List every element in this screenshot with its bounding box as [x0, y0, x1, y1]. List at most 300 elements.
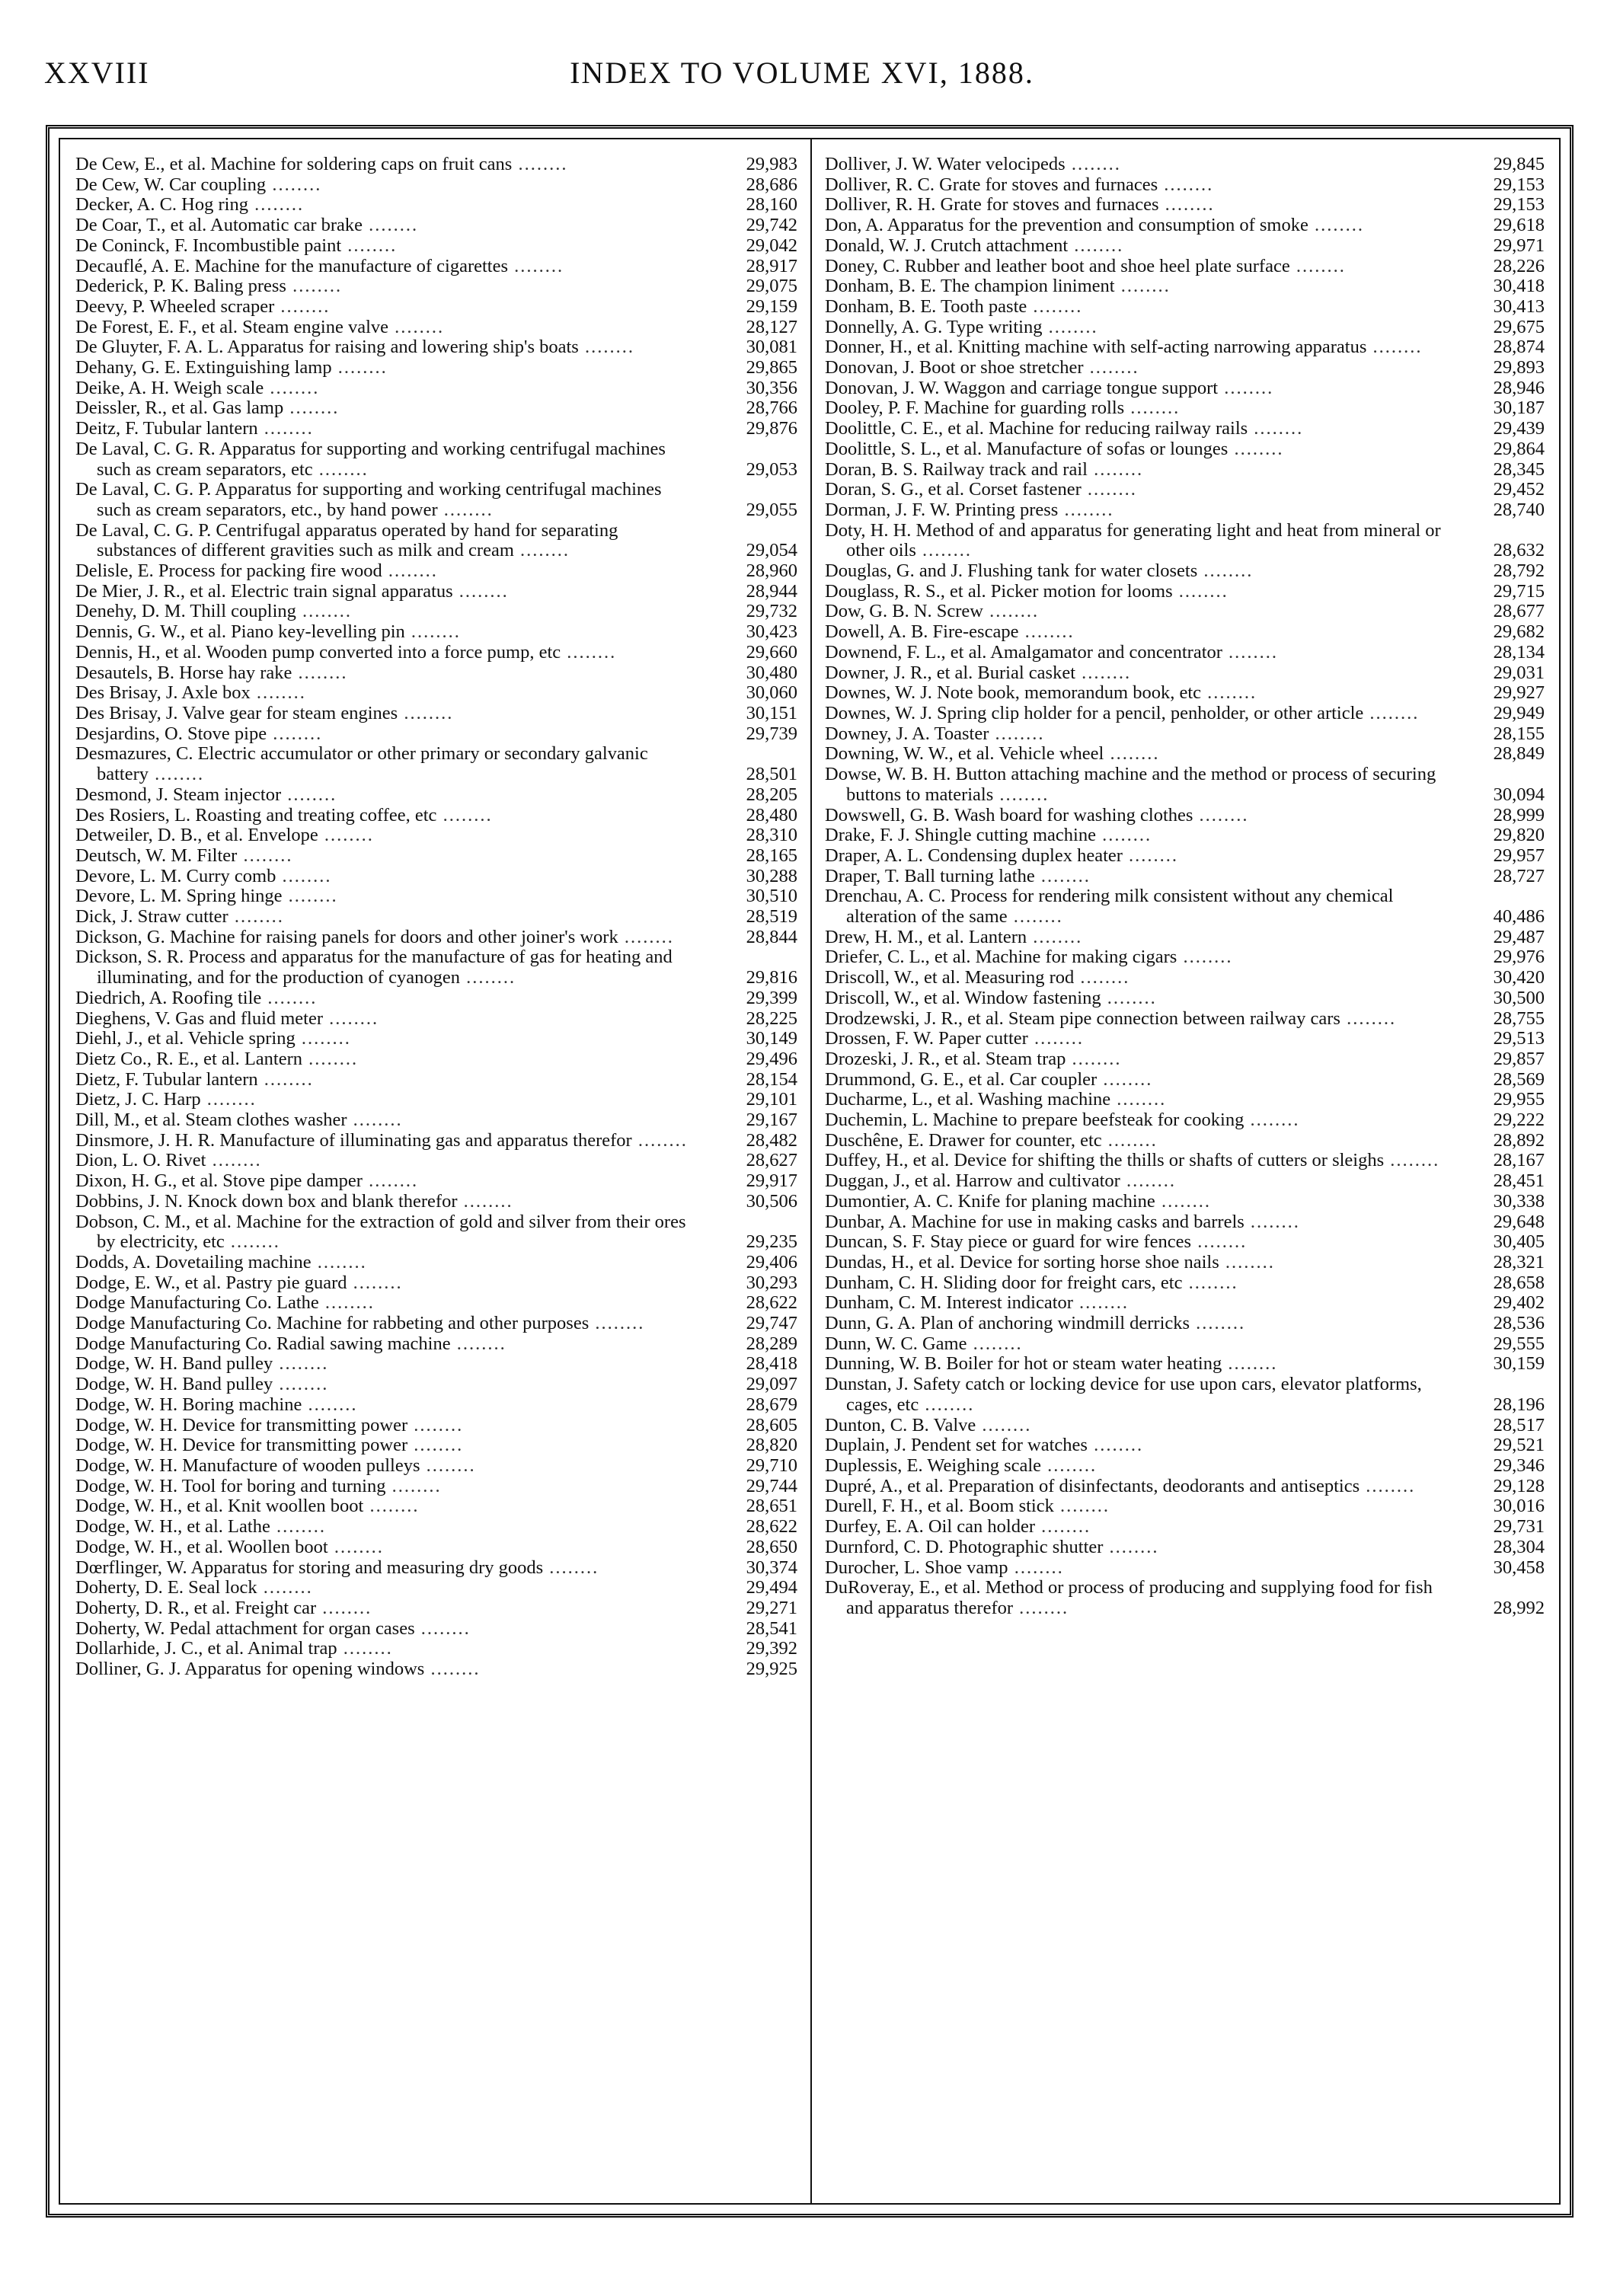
patent-number: 30,149 — [746, 1028, 797, 1049]
patent-number: 28,992 — [1493, 1597, 1545, 1618]
index-entry — [75, 521, 797, 561]
patent-number: 28,289 — [746, 1333, 797, 1354]
index-entry — [825, 439, 1545, 460]
patent-number: 28,917 — [746, 255, 797, 276]
patent-number: 30,016 — [1493, 1496, 1545, 1517]
dot-leader: ........ — [363, 1496, 420, 1517]
index-entry — [75, 867, 797, 887]
patent-number: 29,153 — [1493, 194, 1545, 216]
patent-number: 28,154 — [746, 1068, 797, 1090]
entry-text: Dumontier, A. C. Knife for planing machine — [825, 1190, 1155, 1212]
dot-leader: ........ — [1190, 1313, 1246, 1334]
entry-text: Douglas, G. and J. Flushing tank for water closets — [825, 560, 1198, 582]
dot-leader: ........ — [337, 1638, 393, 1659]
patent-number: 29,055 — [746, 499, 797, 520]
patent-number: 30,480 — [746, 662, 797, 683]
patent-number: 28,304 — [1493, 1536, 1545, 1557]
dot-leader: ........ — [967, 1333, 1023, 1354]
entry-text: Dooley, P. F. Machine for guarding rolls — [825, 398, 1125, 419]
dot-leader: ........ — [1058, 499, 1114, 520]
entry-text: Dederick, P. K. Baling press — [75, 276, 286, 297]
index-entry — [825, 236, 1545, 257]
entry-text: Dunstan, J. Safety catch or locking device for use upon cars, elevator platforms, cages, etc — [825, 1374, 1427, 1415]
entry-text: Dunton, C. B. Valve — [825, 1414, 976, 1435]
entry-text: Deike, A. H. Weigh scale — [75, 377, 264, 398]
patent-number: 29,976 — [1493, 947, 1545, 968]
entry-text: Dow, G. B. N. Screw — [825, 601, 983, 622]
dot-leader: ........ — [1366, 337, 1423, 358]
dot-leader: ........ — [983, 601, 1040, 622]
entry-text: Dietz, F. Tubular lantern — [75, 1068, 258, 1090]
patent-number: 29,042 — [746, 235, 797, 256]
dot-leader: ........ — [363, 215, 419, 236]
patent-number: 28,321 — [1493, 1251, 1545, 1273]
patent-number: 28,727 — [1493, 865, 1545, 886]
entry-text: Duchemin, L. Machine to prepare beefsteak for cooking — [825, 1110, 1245, 1131]
patent-number: 29,742 — [746, 215, 797, 236]
entry-text: Dœrflinger, W. Apparatus for storing and measuring dry goods — [75, 1557, 544, 1578]
index-entry — [75, 561, 797, 582]
patent-number: 28,517 — [1493, 1414, 1545, 1435]
index-entry — [75, 1538, 797, 1558]
entry-text: Dennis, H., et al. Wooden pump converted into a force pump, etc — [75, 641, 561, 663]
entry-text: Doran, B. S. Railway track and rail — [825, 458, 1088, 480]
dot-leader: ........ — [1101, 1129, 1158, 1151]
patent-number: 28,740 — [1493, 499, 1545, 520]
dot-leader: ........ — [1191, 1231, 1248, 1253]
entry-text: Desautels, B. Horse hay rake — [75, 662, 292, 683]
dot-leader: ........ — [993, 784, 1050, 805]
patent-number: 28,480 — [746, 804, 797, 825]
patent-number: 29,513 — [1493, 1028, 1545, 1049]
dot-leader: ........ — [302, 1048, 359, 1069]
dot-leader: ........ — [341, 235, 398, 256]
patent-number: 29,097 — [746, 1374, 797, 1395]
index-entry — [825, 744, 1545, 765]
dot-leader: ........ — [1101, 987, 1157, 1008]
patent-number: 30,418 — [1493, 276, 1545, 297]
index-entry — [825, 195, 1545, 216]
page-number: XXVIII — [44, 56, 150, 90]
patent-number: 30,293 — [746, 1272, 797, 1293]
index-entry — [825, 561, 1545, 582]
entry-text: De Cew, W. Car coupling — [75, 174, 267, 195]
dot-leader: ........ — [407, 1414, 464, 1435]
patent-number: 30,338 — [1493, 1190, 1545, 1212]
dot-leader: ........ — [1027, 295, 1083, 317]
patent-number: 28,944 — [746, 580, 797, 602]
patent-number: 29,555 — [1493, 1333, 1545, 1354]
entry-text: Drenchau, A. C. Process for rendering milk consistent without any chemical alteration of the same — [825, 886, 1398, 928]
dot-leader: ........ — [452, 580, 509, 602]
entry-text: Douglass, R. S., et al. Picker motion for looms — [825, 580, 1173, 602]
page-title: INDEX TO VOLUME XVI, 1888. — [570, 56, 1034, 90]
dot-leader: ........ — [200, 1089, 257, 1110]
dot-leader: ........ — [1218, 377, 1274, 398]
index-entry — [75, 257, 797, 277]
index-entry — [75, 216, 797, 236]
dot-leader: ........ — [273, 1374, 329, 1395]
dot-leader: ........ — [1083, 357, 1139, 378]
entry-text: Driscoll, W., et al. Window fastening — [825, 987, 1101, 1008]
index-entry — [75, 1375, 797, 1395]
patent-number: 29,521 — [1493, 1435, 1545, 1456]
dot-leader: ........ — [1035, 1516, 1091, 1538]
dot-leader: ........ — [1072, 1292, 1130, 1314]
entry-text: Dodge, W. H. Boring machine — [75, 1394, 302, 1415]
dot-leader: ........ — [1155, 1190, 1211, 1212]
patent-number: 29,845 — [1493, 154, 1545, 174]
patent-number: 29,917 — [746, 1170, 797, 1192]
patent-number: 28,127 — [746, 316, 797, 337]
entry-text: Dolliver, J. W. Water velocipeds — [825, 154, 1066, 174]
entry-text: Downer, J. R., et al. Burial casket — [825, 662, 1076, 683]
entry-text: Dunbar, A. Machine for use in making casks and barrels — [825, 1211, 1245, 1232]
index-entry — [825, 276, 1545, 297]
patent-number: 29,925 — [746, 1659, 797, 1680]
patent-number: 29,235 — [746, 1231, 797, 1253]
dot-leader: ........ — [1027, 1028, 1084, 1049]
patent-number: 29,648 — [1493, 1211, 1545, 1232]
index-entry — [75, 1416, 797, 1436]
entry-text: Donnelly, A. G. Type writing — [825, 316, 1043, 337]
patent-number: 28,622 — [746, 1516, 797, 1538]
dot-leader: ........ — [1066, 1048, 1122, 1069]
index-entry — [825, 257, 1545, 277]
entry-text: Dundas, H., et al. Device for sorting horse shoe nails — [825, 1251, 1219, 1273]
index-entry — [75, 155, 797, 175]
dot-leader: ........ — [1124, 398, 1181, 419]
dot-leader: ........ — [328, 1536, 384, 1557]
patent-number: 30,374 — [746, 1557, 797, 1578]
dot-leader: ........ — [318, 1292, 375, 1314]
patent-number: 40,486 — [1493, 906, 1545, 928]
entry-text: Dodge Manufacturing Co. Lathe — [75, 1292, 319, 1314]
entry-text: De Coar, T., et al. Automatic car brake — [75, 215, 363, 236]
patent-number: 29,927 — [1493, 682, 1545, 704]
entry-text: Devore, L. M. Spring hinge — [75, 886, 283, 907]
patent-number: 30,420 — [1493, 967, 1545, 988]
entry-text: Drozeski, J. R., et al. Steam trap — [825, 1048, 1066, 1069]
dot-leader: ........ — [1289, 255, 1346, 276]
patent-number: 29,439 — [1493, 418, 1545, 439]
dot-leader: ........ — [631, 1129, 688, 1151]
patent-number: 29,392 — [746, 1638, 797, 1659]
dot-leader: ........ — [989, 723, 1045, 744]
entry-text: Downing, W. W., et al. Vehicle wheel — [825, 743, 1104, 765]
entry-text: Draper, T. Ball turning lathe — [825, 865, 1035, 886]
dot-leader: ........ — [270, 1516, 326, 1538]
index-entry — [75, 1171, 797, 1192]
index-entry — [825, 765, 1545, 805]
dot-leader: ........ — [976, 1414, 1032, 1435]
index-entry — [825, 1334, 1545, 1355]
dot-leader: ........ — [1201, 682, 1257, 704]
entry-text: Durell, F. H., et al. Boom stick — [825, 1496, 1054, 1517]
dot-leader: ........ — [398, 702, 454, 723]
patent-number: 29,732 — [746, 601, 797, 622]
patent-number: 28,482 — [746, 1129, 797, 1151]
dot-leader: ........ — [1042, 316, 1098, 337]
patent-number: 29,101 — [746, 1089, 797, 1110]
index-entry — [75, 1151, 797, 1171]
dot-leader: ........ — [388, 316, 445, 337]
dot-leader: ........ — [331, 357, 388, 378]
dot-leader: ........ — [513, 540, 570, 561]
patent-number: 29,747 — [746, 1313, 797, 1334]
index-entry — [825, 602, 1545, 622]
index-entry — [75, 663, 797, 684]
dot-leader: ........ — [437, 499, 494, 520]
dot-leader: ........ — [266, 174, 322, 195]
index-entry — [75, 1558, 797, 1579]
index-entry — [825, 358, 1545, 378]
dot-leader: ........ — [436, 804, 493, 825]
dot-leader: ........ — [362, 1170, 419, 1192]
index-entry — [825, 1171, 1545, 1192]
dot-leader: ........ — [1110, 1089, 1167, 1110]
patent-number: 29,865 — [746, 357, 797, 378]
entry-text: Dodge, W. H. Device for transmitting power — [75, 1435, 408, 1456]
patent-number: 28,155 — [1493, 723, 1545, 744]
dot-leader: ........ — [296, 601, 353, 622]
patent-number: 30,187 — [1493, 398, 1545, 419]
patent-number: 28,165 — [746, 845, 797, 866]
index-entry — [75, 175, 797, 196]
entry-text: Deevy, P. Wheeled scraper — [75, 295, 275, 317]
dot-leader: ........ — [1018, 621, 1075, 643]
index-entry — [75, 1496, 797, 1517]
entry-text: Dickson, S. R. Process and apparatus for the manufacture of gas for heating and illuminating, and for the production of cyanogen — [75, 947, 677, 988]
patent-number: 28,345 — [1493, 458, 1545, 480]
entry-text: Dill, M., et al. Steam clothes washer — [75, 1110, 347, 1131]
dot-leader: ........ — [1065, 154, 1121, 174]
index-entry — [75, 419, 797, 439]
entry-text: Dodge Manufacturing Co. Radial sawing machine — [75, 1333, 451, 1354]
entry-text: Downend, F. L., et al. Amalgamator and concentrator — [825, 641, 1222, 663]
index-entry — [75, 1619, 797, 1640]
dot-leader: ........ — [1104, 743, 1160, 765]
entry-text: Drummond, G. E., et al. Car coupler — [825, 1068, 1098, 1090]
patent-number: 28,536 — [1493, 1313, 1545, 1334]
patent-number: 28,310 — [746, 825, 797, 846]
dot-leader: ........ — [292, 662, 348, 683]
patent-number: 28,205 — [746, 784, 797, 805]
index-entry — [75, 318, 797, 338]
index-entry — [75, 358, 797, 378]
patent-number: 29,399 — [746, 987, 797, 1008]
index-entry — [825, 521, 1545, 561]
index-entry — [75, 907, 797, 928]
index-entry — [825, 1578, 1545, 1618]
index-entry — [825, 1273, 1545, 1294]
entry-text: Drew, H. M., et al. Lantern — [825, 926, 1027, 947]
index-entry — [825, 806, 1545, 826]
patent-number: 30,356 — [746, 377, 797, 398]
entry-text: Doherty, D. E. Seal lock — [75, 1577, 257, 1598]
dot-leader: ........ — [382, 560, 438, 582]
dot-leader: ........ — [1244, 1110, 1300, 1131]
index-entry — [825, 683, 1545, 704]
index-entry — [825, 460, 1545, 481]
entry-text: Denehy, D. M. Thill coupling — [75, 601, 296, 622]
dot-leader: ........ — [1087, 458, 1144, 480]
dot-leader: ........ — [1340, 1007, 1397, 1029]
dot-leader: ........ — [318, 825, 374, 846]
dot-leader: ........ — [206, 1150, 262, 1171]
patent-number: 28,650 — [746, 1536, 797, 1557]
patent-number: 29,222 — [1493, 1110, 1545, 1131]
index-entry — [825, 1070, 1545, 1091]
entry-text: Dowse, W. B. H. Button attaching machine and the method or process of securing buttons to materials — [825, 764, 1441, 805]
dot-leader: ........ — [561, 641, 617, 663]
index-entry — [75, 1049, 797, 1070]
patent-number: 29,053 — [746, 458, 797, 480]
index-entry — [75, 337, 797, 358]
patent-number: 29,955 — [1493, 1089, 1545, 1110]
dot-leader: ........ — [543, 1557, 599, 1578]
patent-number: 30,458 — [1493, 1557, 1545, 1578]
index-entry — [75, 1009, 797, 1030]
patent-number: 29,876 — [746, 418, 797, 439]
index-entry — [825, 297, 1545, 318]
patent-number: 30,413 — [1493, 295, 1545, 317]
patent-number: 28,792 — [1493, 560, 1545, 582]
dot-leader: ........ — [286, 276, 343, 297]
patent-number: 28,651 — [746, 1496, 797, 1517]
index-entry — [825, 867, 1545, 887]
dot-leader: ........ — [1384, 1150, 1440, 1171]
dot-leader: ........ — [312, 458, 369, 480]
dot-leader: ........ — [1177, 947, 1233, 968]
patent-number: 29,452 — [1493, 479, 1545, 500]
dot-leader: ........ — [282, 886, 338, 907]
dot-leader: ........ — [512, 154, 568, 174]
patent-number: 30,500 — [1493, 987, 1545, 1008]
patent-number: 28,167 — [1493, 1150, 1545, 1171]
entry-text: Desjardins, O. Stove pipe — [75, 723, 267, 744]
index-entry — [75, 643, 797, 663]
entry-text: Deissler, R., et al. Gas lamp — [75, 398, 284, 419]
index-entry — [75, 1659, 797, 1680]
patent-number: 29,487 — [1493, 926, 1545, 947]
patent-number: 28,820 — [746, 1435, 797, 1456]
entry-text: Dieghens, V. Gas and fluid meter — [75, 1007, 324, 1029]
index-entry — [75, 1070, 797, 1091]
entry-text: Durocher, L. Shoe vamp — [825, 1557, 1008, 1578]
entry-text: Driscoll, W., et al. Measuring rod — [825, 967, 1075, 988]
patent-number: 29,864 — [1493, 438, 1545, 459]
dot-leader: ........ — [404, 621, 461, 643]
patent-number: 29,739 — [746, 723, 797, 744]
dot-leader: ........ — [261, 987, 318, 1008]
dot-leader: ........ — [915, 540, 972, 561]
index-entry — [825, 1029, 1545, 1049]
index-entry — [75, 704, 797, 724]
index-entry — [75, 1131, 797, 1151]
patent-number: 28,679 — [746, 1394, 797, 1415]
index-entry — [825, 947, 1545, 968]
index-entry — [75, 1517, 797, 1538]
dot-leader: ........ — [267, 723, 323, 744]
entry-text: Des Brisay, J. Valve gear for steam engines — [75, 702, 398, 723]
index-entry — [75, 1029, 797, 1049]
dot-leader: ........ — [414, 1617, 471, 1639]
dot-leader: ........ — [1158, 194, 1215, 216]
patent-number: 29,159 — [746, 295, 797, 317]
entry-text: Doran, S. G., et al. Corset fastener — [825, 479, 1082, 500]
index-inner-border — [59, 138, 1561, 2205]
entry-text: Dinsmore, J. H. R. Manufacture of illuminating gas and apparatus therefor — [75, 1129, 632, 1151]
entry-text: Dodge, W. H. Device for transmitting power — [75, 1414, 408, 1435]
entry-text: Detweiler, D. B., et al. Envelope — [75, 825, 318, 846]
index-entry — [75, 1477, 797, 1497]
patent-number: 28,960 — [746, 560, 797, 582]
dot-leader: ........ — [1095, 825, 1152, 846]
dot-leader: ........ — [1087, 1435, 1144, 1456]
entry-text: Delisle, E. Process for packing fire wood — [75, 560, 382, 582]
entry-text: Drossen, F. W. Paper cutter — [825, 1028, 1028, 1049]
entry-text: Ducharme, L., et al. Washing machine — [825, 1089, 1111, 1110]
patent-number: 28,501 — [746, 764, 797, 785]
dot-leader: ........ — [347, 1110, 403, 1131]
patent-number: 30,506 — [746, 1190, 797, 1212]
entry-text: Dodge, W. H., et al. Woollen boot — [75, 1536, 328, 1557]
dot-leader: ........ — [228, 906, 284, 928]
dot-leader: ........ — [257, 418, 314, 439]
entry-text: Dorman, J. F. W. Printing press — [825, 499, 1059, 520]
dot-leader: ........ — [1081, 479, 1137, 500]
index-entry — [75, 1314, 797, 1334]
index-entry — [825, 378, 1545, 399]
patent-number: 30,510 — [746, 886, 797, 907]
dot-leader: ........ — [347, 1272, 403, 1293]
index-entry — [825, 1151, 1545, 1171]
index-entry — [825, 622, 1545, 643]
index-entry — [825, 1517, 1545, 1538]
index-entry — [825, 1558, 1545, 1579]
patent-number: 29,715 — [1493, 580, 1545, 602]
dot-leader: ........ — [1222, 641, 1279, 663]
index-entry — [825, 1375, 1545, 1415]
index-entry — [75, 1334, 797, 1355]
index-entry — [825, 398, 1545, 419]
patent-number: 29,346 — [1493, 1455, 1545, 1476]
dot-leader: ........ — [274, 295, 331, 317]
entry-text: Duplessis, E. Weighing scale — [825, 1455, 1042, 1476]
dot-leader: ........ — [250, 682, 306, 704]
right-column — [825, 155, 1545, 2188]
patent-number: 29,402 — [1493, 1292, 1545, 1314]
dot-leader: ........ — [1097, 1068, 1153, 1090]
entry-text: Donham, B. E. The champion liniment — [825, 276, 1115, 297]
index-entry — [825, 1253, 1545, 1273]
dot-leader: ........ — [1114, 276, 1171, 297]
patent-number: 29,675 — [1493, 316, 1545, 337]
index-entry — [75, 582, 797, 602]
index-entry — [75, 806, 797, 826]
entry-text: Dobbins, J. N. Knock down box and blank therefor — [75, 1190, 458, 1212]
index-entry — [75, 297, 797, 318]
entry-text: Dickson, G. Machine for raising panels for doors and other joiner's work — [75, 926, 618, 947]
dot-leader: ........ — [1027, 926, 1083, 947]
entry-text: Dunn, G. A. Plan of anchoring windmill derricks — [825, 1313, 1190, 1334]
entry-text: Doolittle, C. E., et al. Machine for reducing railway rails — [825, 418, 1248, 439]
index-entry — [825, 1416, 1545, 1436]
index-entry — [825, 1435, 1545, 1456]
index-entry — [825, 1192, 1545, 1212]
patent-number: 30,060 — [746, 682, 797, 704]
